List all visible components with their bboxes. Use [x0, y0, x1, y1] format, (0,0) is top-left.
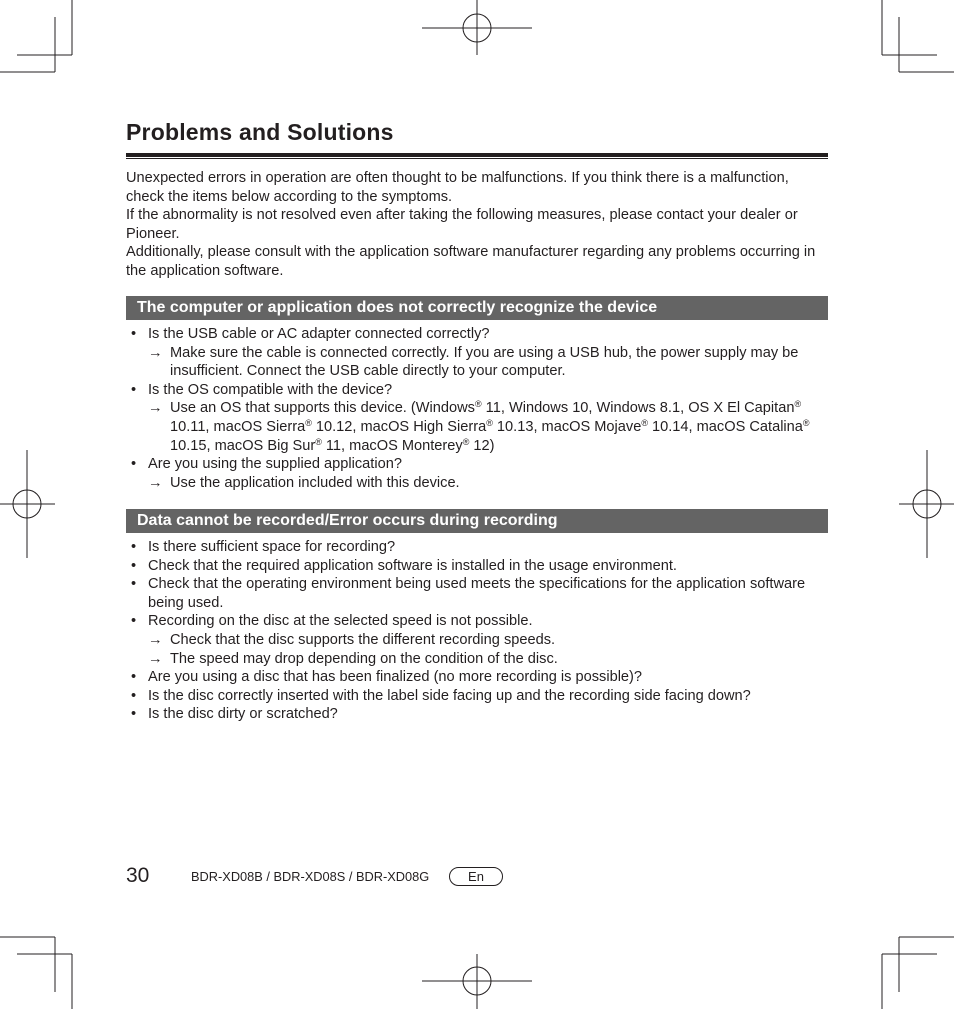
intro-paragraph: Additionally, please consult with the application software manufacturer regarding any problems occurring in the application software.: [126, 244, 816, 279]
question: Is there sufficient space for recording?: [148, 539, 396, 555]
registered-mark: ®: [641, 417, 648, 428]
bullet: •: [131, 706, 137, 723]
section-heading-recognition: The computer or application does not correctly recognize the device: [126, 296, 828, 320]
page-title: Problems and Solutions: [126, 119, 394, 145]
bullet: •: [131, 669, 137, 686]
question: Is the disc correctly inserted with the label side facing up and the recording side facing down?: [148, 687, 751, 704]
bullet: •: [131, 381, 137, 398]
page-number: 30: [126, 864, 150, 887]
registered-mark: ®: [486, 417, 493, 428]
registered-mark: ®: [462, 436, 470, 447]
bullet: •: [131, 326, 137, 342]
language-badge: En: [449, 867, 503, 886]
registered-mark: ®: [794, 399, 802, 410]
answer-text: 10.12, macOS High Sierra: [311, 418, 487, 435]
list-item: [126, 381, 830, 455]
list-item: [126, 538, 830, 557]
bullet: •: [131, 687, 137, 704]
answer-text: Check that the disc supports the different recording speeds.: [170, 631, 556, 648]
section-heading-recording: Data cannot be recorded/Error occurs during recording: [126, 509, 828, 533]
answer: [148, 474, 830, 493]
answer-text: 10.11, macOS Sierra: [170, 418, 306, 435]
answer: [148, 631, 830, 650]
list-item: [126, 612, 830, 668]
title-rule-thick: [126, 153, 828, 157]
bullet: •: [131, 456, 137, 473]
bullet: •: [131, 576, 137, 593]
list-item: [126, 557, 830, 576]
recognition-checklist: [126, 325, 830, 492]
answer-text: 12): [469, 437, 495, 454]
list-item: [126, 575, 830, 612]
registered-mark: ®: [474, 399, 482, 410]
question: Are you using the supplied application?: [148, 456, 402, 473]
answer-text: 11, Windows 10, Windows 8.1, OS X El Capitan: [481, 400, 795, 417]
registered-mark: ®: [802, 417, 810, 428]
intro-paragraph: Unexpected errors in operation are often thought to be malfunctions. If you think there is a malfunction, check the items below according to the symptoms.: [126, 170, 789, 205]
arrow-icon: →: [148, 650, 163, 667]
question: Is the OS compatible with the device?: [148, 381, 393, 398]
answer: [148, 344, 830, 381]
model-names: BDR-XD08B / BDR-XD08S / BDR-XD08G: [191, 869, 430, 884]
answer-text: 11, macOS Monterey: [321, 437, 463, 454]
list-item: [126, 668, 830, 687]
question: Is the disc dirty or scratched?: [148, 706, 338, 723]
recording-checklist: [126, 538, 830, 724]
answer-text: Use the application included with this device.: [170, 474, 460, 491]
list-item: [126, 705, 830, 724]
answer-text: 10.13, macOS Mojave: [492, 418, 642, 435]
answer-text: 10.15, macOS Big Sur: [170, 437, 316, 454]
bullet: •: [131, 539, 137, 555]
bullet: •: [131, 613, 137, 630]
answer-text: Use an OS that supports this device. (Windows: [170, 400, 475, 417]
list-item: [126, 455, 830, 492]
bullet: •: [131, 557, 137, 574]
intro-text: [126, 169, 830, 281]
question: Are you using a disc that has been finalized (no more recording is possible)?: [148, 669, 643, 686]
registered-mark: ®: [305, 417, 312, 428]
answer-text: 10.14, macOS Catalina: [647, 418, 803, 435]
list-item: [126, 687, 830, 706]
arrow-icon: →: [148, 474, 163, 491]
question: Is the USB cable or AC adapter connected correctly?: [148, 326, 490, 342]
list-item: [126, 325, 830, 381]
answer: [148, 650, 830, 669]
answer-text: The speed may drop depending on the condition of the disc.: [170, 650, 558, 667]
answer-text: Make sure the cable is connected correctly. If you are using a USB hub, the power supply may be insufficient. Connect the USB cable directly to your computer.: [170, 344, 799, 380]
title-rule-thin: [126, 158, 828, 159]
answer: [148, 399, 830, 455]
arrow-icon: →: [148, 631, 163, 648]
registered-mark: ®: [315, 436, 322, 447]
question: Check that the operating environment being used meets the specifications for the application software being used.: [148, 576, 806, 611]
intro-paragraph: If the abnormality is not resolved even after taking the following measures, please contact your dealer or Pioneer.: [126, 207, 798, 242]
question: Check that the required application software is installed in the usage environment.: [148, 557, 677, 574]
question: Recording on the disc at the selected speed is not possible.: [148, 613, 533, 630]
arrow-icon: →: [148, 344, 163, 361]
arrow-icon: →: [148, 400, 163, 417]
